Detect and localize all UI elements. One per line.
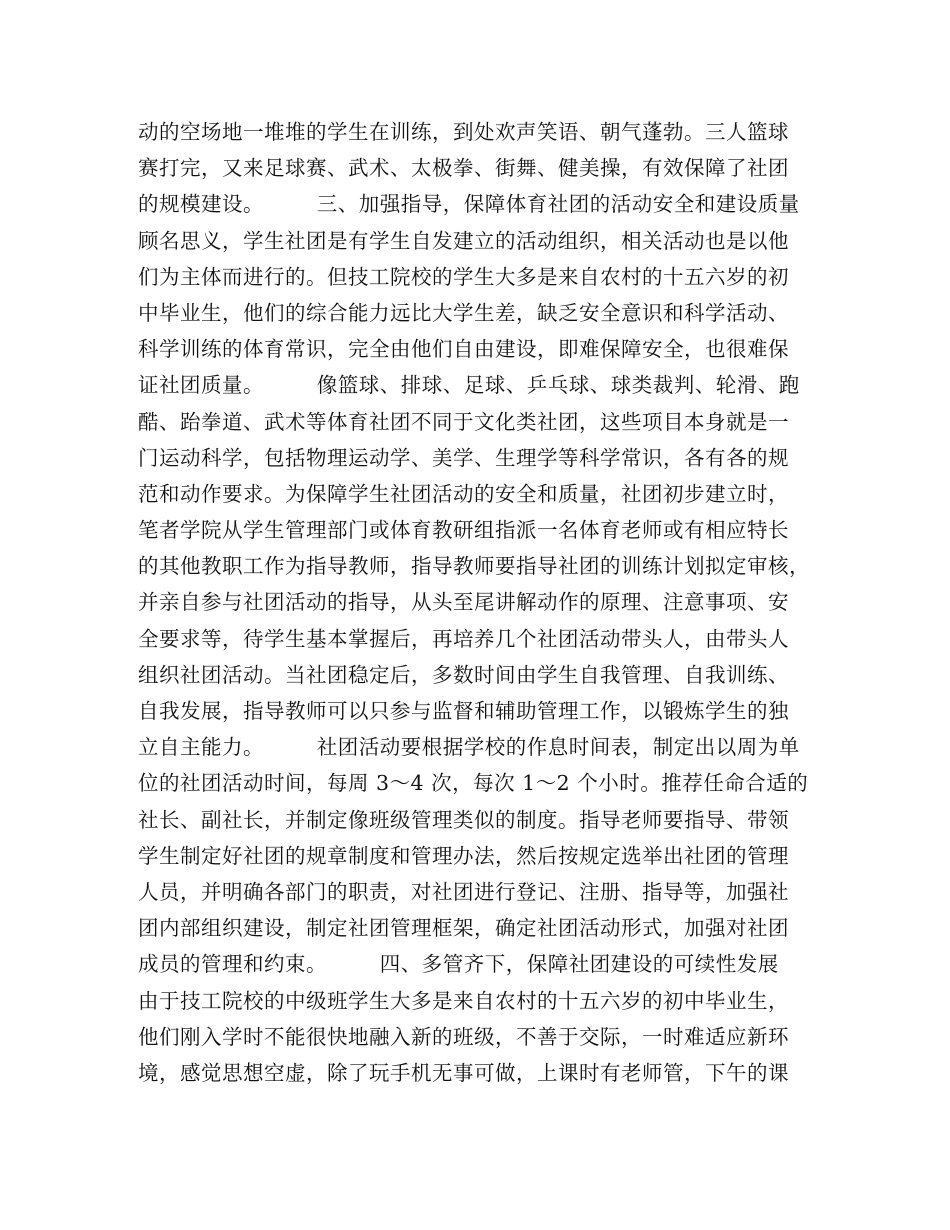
text-line: 笔者学院从学生管理部门或体育教研组指派一名体育老师或有相应特长 bbox=[138, 518, 789, 543]
text-line: 动的空场地一堆堆的学生在训练，到处欢声笑语、朝气蓬勃。三人篮球 bbox=[138, 120, 789, 144]
text-line: 顾名思义，学生社团是有学生自发建立的活动组织，相关活动也是以他 bbox=[138, 228, 789, 253]
text-line: 范和动作要求。为保障学生社团活动的安全和质量，社团初步建立时， bbox=[138, 481, 789, 506]
text-line: 学生制定好社团的规章制度和管理办法，然后按规定选举出社团的管理 bbox=[138, 843, 789, 868]
text-line: 团内部组织建设，制定社团管理框架，确定社团活动形式，加强对社团 bbox=[138, 916, 789, 941]
text-line: 由于技工院校的中级班学生大多是来自农村的十五六岁的初中毕业生， bbox=[138, 988, 789, 1013]
text-line: 立自主能力。 社团活动要根据学校的作息时间表，制定出以周为单 bbox=[138, 735, 800, 760]
text-line: 位的社团活动时间，每周 3～4 次，每次 1～2 个小时。推荐任命合适的 bbox=[138, 771, 809, 796]
text-line: 全要求等，待学生基本掌握后，再培养几个社团活动带头人，由带头人 bbox=[138, 626, 789, 651]
text-line: 赛打完，又来足球赛、武术、太极拳、街舞、健美操，有效保障了社团 bbox=[138, 156, 789, 181]
text-line: 组织社团活动。当社团稳定后，多数时间由学生自我管理、自我训练、 bbox=[138, 662, 789, 687]
text-line: 证社团质量。 像篮球、排球、足球、乒乓球、球类裁判、轮滑、跑 bbox=[138, 373, 800, 398]
text-line: 们为主体而进行的。但技工院校的学生大多是来自农村的十五六岁的初 bbox=[138, 264, 789, 289]
text-line: 成员的管理和约束。 四、多管齐下，保障社团建设的可续性发展 bbox=[138, 952, 779, 977]
text-line: 的规模建设。 三、加强指导，保障体育社团的活动安全和建设质量 bbox=[138, 192, 800, 217]
body-text bbox=[138, 114, 838, 1091]
text-line: 酷、跆拳道、武术等体育社团不同于文化类社团，这些项目本身就是一 bbox=[138, 409, 789, 434]
text-line: 中毕业生，他们的综合能力远比大学生差，缺乏安全意识和科学活动、 bbox=[138, 300, 789, 325]
text-line: 科学训练的体育常识，完全由他们自由建设，即难保障安全，也很难保 bbox=[138, 337, 789, 362]
text-line: 门运动科学，包括物理运动学、美学、生理学等科学常识，各有各的规 bbox=[138, 445, 789, 470]
text-line: 社长、副社长，并制定像班级管理类似的制度。指导老师要指导、带领 bbox=[138, 807, 789, 832]
text-line: 境，感觉思想空虚，除了玩手机无事可做，上课时有老师管，下午的课 bbox=[138, 1060, 789, 1085]
text-line: 他们刚入学时不能很快地融入新的班级，不善于交际，一时难适应新环 bbox=[138, 1024, 789, 1049]
text-line: 并亲自参与社团活动的指导，从头至尾讲解动作的原理、注意事项、安 bbox=[138, 590, 789, 615]
text-line: 人员，并明确各部门的职责，对社团进行登记、注册、指导等，加强社 bbox=[138, 879, 789, 904]
text-line: 的其他教职工作为指导教师，指导教师要指导社团的训练计划拟定审核， bbox=[138, 554, 810, 579]
text-line: 自我发展，指导教师可以只参与监督和辅助管理工作，以锻炼学生的独 bbox=[138, 699, 789, 723]
